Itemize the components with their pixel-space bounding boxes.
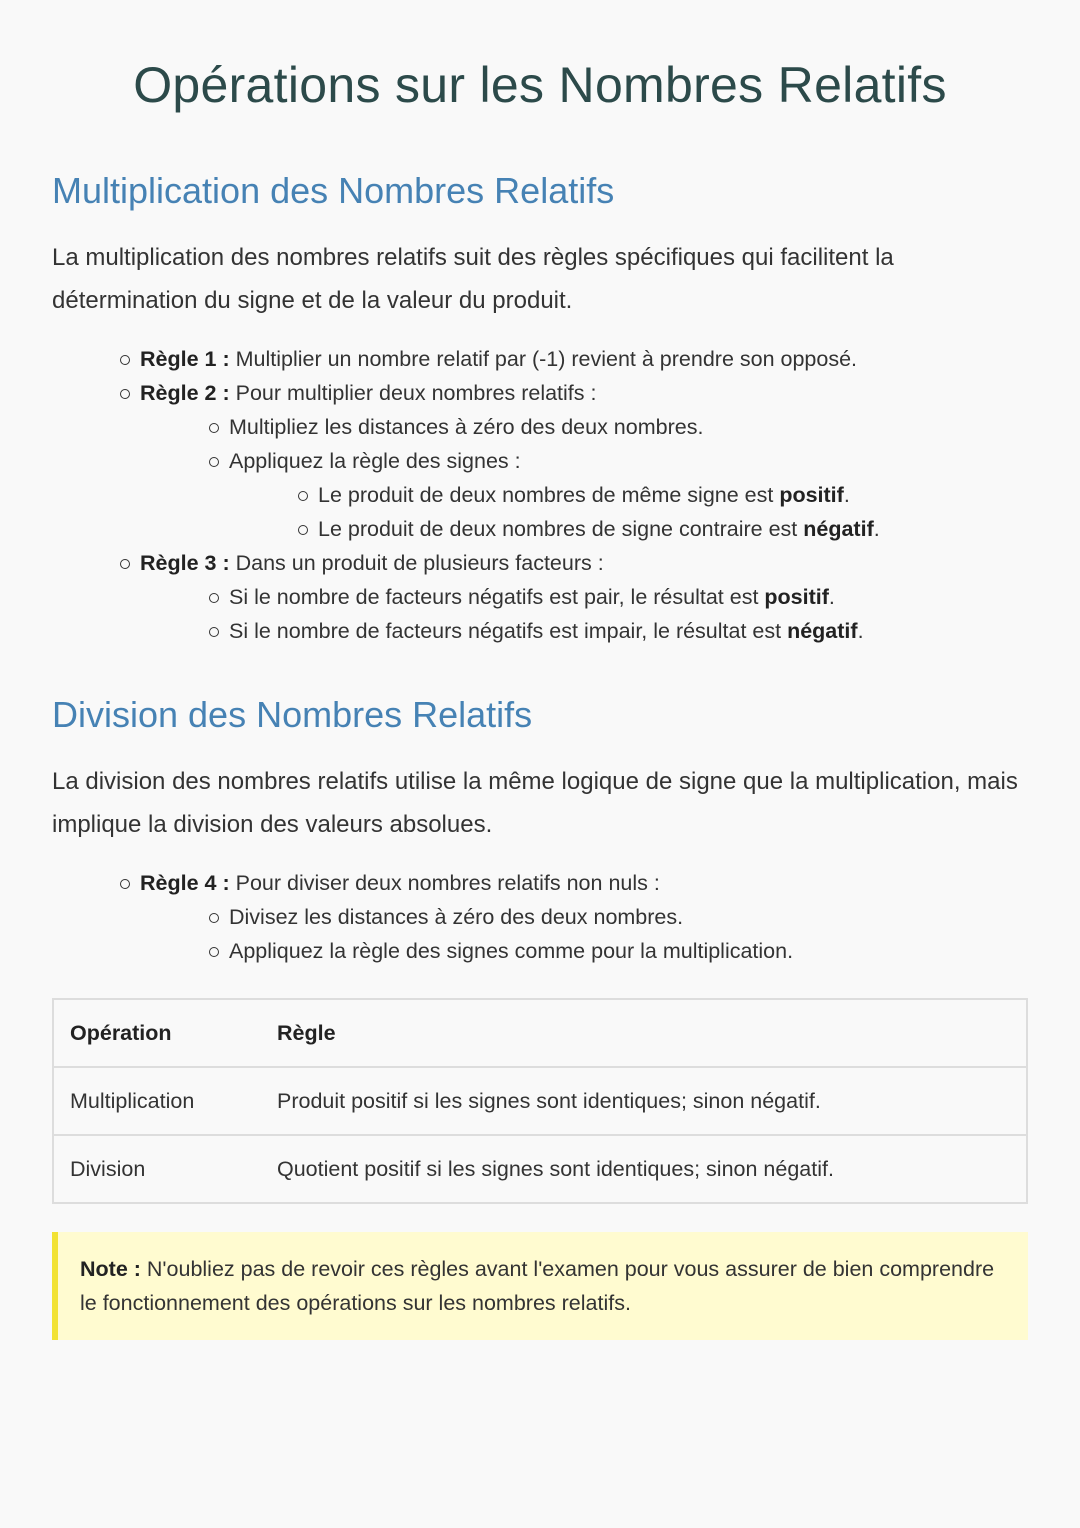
rule-2-sub-1: Multipliez les distances à zéro des deux nombres. [229,410,1028,444]
cell-rule: Quotient positif si les signes sont identiques; sinon négatif. [261,1135,1027,1203]
rule-2-sub-2: Appliquez la règle des signes : Le produit de deux nombres de même signe est positif. Le produit de deux nombres de signe contraire est négatif. [229,444,1028,546]
cell-operation: Division [53,1135,261,1203]
rule-3: Règle 3 : Dans un produit de plusieurs facteurs : Si le nombre de facteurs négatifs est pair, le résultat est positif. Si le nombre de facteurs négatifs est impair, le résultat est négatif. [140,546,1028,648]
header-operation: Opération [53,999,261,1067]
multiplication-intro: La multiplication des nombres relatifs suit des règles spécifiques qui facilitent la détermination du signe et de la valeur du produit. [52,244,894,314]
rule-4: Règle 4 : Pour diviser deux nombres relatifs non nuls : Divisez les distances à zéro des deux nombres. Appliquez la règle des signes comme pour la multiplication. [140,866,1028,968]
note-box [52,1232,1028,1340]
rule-4-sub-2: Appliquez la règle des signes comme pour la multiplication. [229,934,1028,968]
division-intro: La division des nombres relatifs utilise la même logique de signe que la multiplication, mais implique la division des valeurs absolues. [52,768,1018,838]
cell-rule: Produit positif si les signes sont identiques; sinon négatif. [261,1067,1027,1135]
rule-1: Règle 1 : Multiplier un nombre relatif par (-1) revient à prendre son opposé. [140,342,1028,376]
sign-rule-same: Le produit de deux nombres de même signe est positif. [318,478,1028,512]
division-heading: Division des Nombres Relatifs [52,694,533,735]
division-rules [52,866,1028,968]
note-text: N'oubliez pas de revoir ces règles avant l'examen pour vous assurer de bien comprendre le fonctionnement des opérations sur les nombres relatifs. [80,1257,995,1315]
sign-rule-opposite: Le produit de deux nombres de signe contraire est négatif. [318,512,1028,546]
table-header-row [53,999,1027,1067]
page-title: Opérations sur les Nombres Relatifs [133,57,947,113]
note-label: Note : [80,1257,141,1281]
cell-operation: Multiplication [53,1067,261,1135]
rule-2: Règle 2 : Pour multiplier deux nombres relatifs : Multipliez les distances à zéro des deux nombres. Appliquez la règle des signes : Le produit de deux nombres de même signe est positif. Le produit de deux nombres de signe contraire est négatif. [140,376,1028,546]
table-row [53,1135,1027,1203]
rules-table [52,998,1028,1204]
table-row [53,1067,1027,1135]
header-rule: Règle [261,999,1027,1067]
multiplication-rules [52,342,1028,648]
rule-3-sub-2: Si le nombre de facteurs négatifs est impair, le résultat est négatif. [229,614,1028,648]
rule-4-sub-1: Divisez les distances à zéro des deux nombres. [229,900,1028,934]
rule-3-sub-1: Si le nombre de facteurs négatifs est pair, le résultat est positif. [229,580,1028,614]
multiplication-heading: Multiplication des Nombres Relatifs [52,170,615,211]
